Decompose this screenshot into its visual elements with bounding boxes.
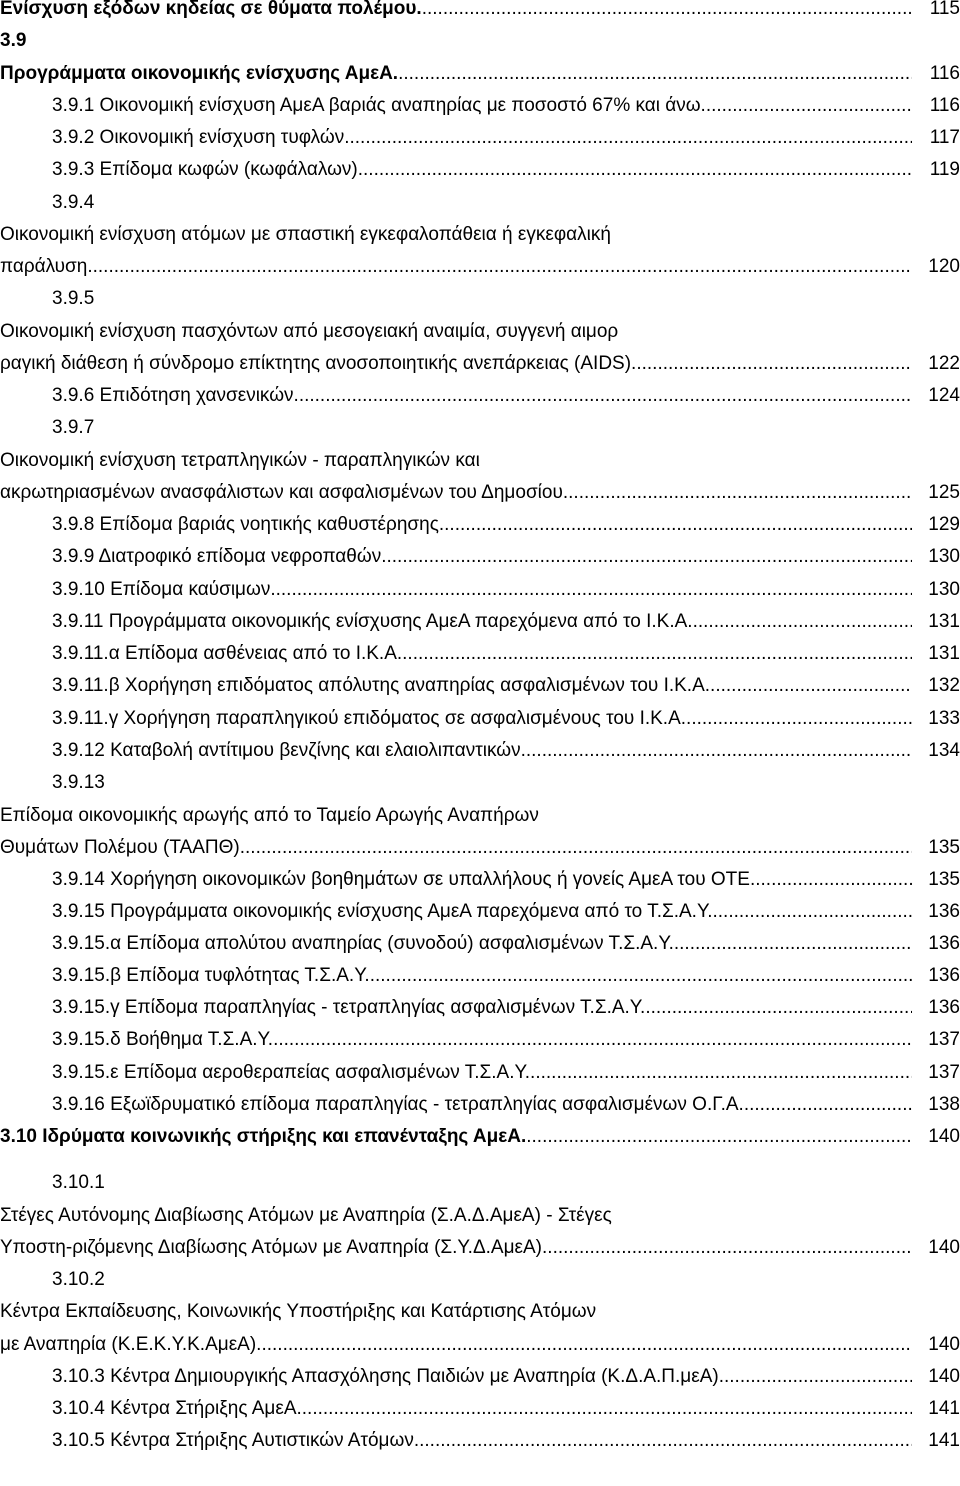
toc-page-number: 136: [928, 965, 960, 986]
dot-leader: [276, 575, 912, 605]
toc-entry-title[interactable]: 3.9.8 Επίδομα βαριάς νοητικής καθυστέρησης.: [52, 514, 445, 535]
toc-entry-title[interactable]: 3.9.11.β Χορήγηση επιδόματος απόλυτης αναπηρίας ασφαλισμένων του Ι.Κ.Α.: [52, 675, 711, 696]
toc-entry: [0, 381, 960, 411]
toc-page-number: 116: [929, 95, 960, 116]
toc-line: [0, 1201, 960, 1231]
toc-line: [0, 26, 960, 56]
toc-page-number: 136: [928, 997, 960, 1018]
toc-heading-text: 3.9.5: [52, 288, 95, 309]
toc-entry-title[interactable]: 3.9.2 Οικονομική ενίσχυση τυφλών.: [52, 127, 350, 148]
toc-entry: [0, 607, 960, 637]
toc-line: [0, 1265, 960, 1295]
toc-entry-title[interactable]: 3.9.12 Καταβολή αντίτιμου βενζίνης και ελαιολιπαντικών: [52, 740, 521, 761]
toc-entry-title[interactable]: 3.9.15 Προγράμματα οικονομικής ενίσχυσης ΑμεΑ παρεχόμενα από το Τ.Σ.Α.Υ.: [52, 901, 713, 922]
toc-page-number: 122: [928, 353, 960, 374]
toc-entry: [0, 252, 960, 282]
toc-entry-title[interactable]: Θυμάτων Πολέμου (ΤΑΑΠΘ): [0, 837, 240, 858]
toc-heading-text: 3.9.13: [52, 772, 105, 793]
toc-entry: [0, 1058, 960, 1088]
dot-leader: [240, 833, 912, 863]
toc-entry-title[interactable]: Προγράμματα οικονομικής ενίσχυσης ΑμεΑ.: [0, 63, 399, 84]
toc-heading-text: 3.9: [0, 30, 27, 51]
dot-leader: [674, 929, 912, 959]
toc-heading-text: 3.10.1: [52, 1172, 105, 1193]
dot-leader: [710, 671, 912, 701]
toc-entry-title[interactable]: 3.9.9 Διατροφικό επίδομα νεφροπαθών.: [52, 546, 387, 567]
toc-entry-title[interactable]: 3.9.15.ε Επίδομα αεροθεραπείας ασφαλισμένων Τ.Σ.Α.Υ.: [52, 1062, 531, 1083]
toc-heading-text: Οικονομική ενίσχυση πασχόντων από μεσογειακή αναιμία, συγγενή αιμορ: [0, 321, 619, 342]
toc-entry: [0, 123, 960, 153]
toc-heading-text: 3.10.2: [52, 1269, 105, 1290]
toc-entry: [0, 1362, 960, 1392]
toc-page-number: 130: [928, 546, 960, 567]
toc-entry: [0, 0, 960, 24]
toc-page-number: 140: [928, 1126, 960, 1147]
toc-entry-title[interactable]: 3.9.15.β Επίδομα τυφλότητας Τ.Σ.Α.Υ.: [52, 965, 370, 986]
toc-page-number: 141: [928, 1430, 960, 1451]
toc-page-number: 135: [928, 869, 960, 890]
toc-line: [0, 284, 960, 314]
dot-leader: [350, 123, 913, 153]
toc-entry: [0, 1122, 960, 1152]
toc-entry: [0, 59, 960, 89]
toc-page-number: 138: [928, 1094, 960, 1115]
toc-page-number: 119: [929, 159, 960, 180]
toc-entry-title[interactable]: 3.10 Ιδρύματα κοινωνικής στήριξης και επανένταξης ΑμεΑ.: [0, 1126, 527, 1147]
toc-page-number: 140: [928, 1366, 960, 1387]
toc-entry: [0, 704, 960, 734]
toc-entry-title[interactable]: 3.10.5 Κέντρα Στήριξης Αυτιστικών Ατόμων.: [52, 1430, 420, 1451]
toc-entry: [0, 1330, 960, 1360]
dot-leader: [444, 510, 912, 540]
toc-line: [0, 446, 960, 476]
dot-leader: [712, 897, 912, 927]
toc-entry: [0, 575, 960, 605]
dot-leader: [370, 961, 912, 991]
dot-leader: [521, 736, 912, 766]
dot-leader: [302, 1394, 912, 1424]
toc-page-number: 133: [928, 708, 960, 729]
toc-line: [0, 317, 960, 347]
toc-page-number: 120: [928, 256, 960, 277]
toc-entry-title[interactable]: 3.9.11 Προγράμματα οικονομικής ενίσχυσης ΑμεΑ παρεχόμενα από το Ι.Κ.Α.: [52, 611, 693, 632]
toc-heading-text: Επίδομα οικονομικής αρωγής από το Ταμείο Αρωγής Αναπήρων: [0, 805, 539, 826]
toc-page-number: 115: [929, 0, 960, 19]
toc-page-number: 131: [928, 611, 960, 632]
toc-page-number: 117: [929, 127, 960, 148]
toc-entry: [0, 510, 960, 540]
dot-leader: [386, 542, 912, 572]
toc-entry-title[interactable]: 3.9.11.γ Χορήγηση παραπληγικού επιδόματος σε ασφαλισμένους του Ι.Κ.Α.: [52, 708, 687, 729]
toc-entry-title[interactable]: Ενίσχυση εξόδων κηδείας σε θύματα πολέμου.: [0, 0, 422, 19]
toc-line: [0, 413, 960, 443]
dot-leader: [744, 1090, 912, 1120]
toc-entry-title[interactable]: Υποστη-ριζόμενης Διαβίωσης Ατόμων με Αναπηρία (Σ.Υ.Δ.ΑμεΑ): [0, 1237, 543, 1258]
dot-leader: [636, 349, 912, 379]
toc-entry-title[interactable]: 3.9.6 Επιδότηση χανσενικών.: [52, 385, 299, 406]
toc-entry-title[interactable]: 3.9.15.δ Βοήθημα Τ.Σ.Α.Υ.: [52, 1029, 274, 1050]
dot-leader: [686, 704, 912, 734]
dot-leader: [719, 1362, 912, 1392]
toc-entry: [0, 1025, 960, 1055]
toc-entry: [0, 349, 960, 379]
toc-entry: [0, 897, 960, 927]
dot-leader: [402, 639, 912, 669]
toc-page-number: 137: [928, 1062, 960, 1083]
toc-entry: [0, 833, 960, 863]
toc-page-number: 140: [928, 1237, 960, 1258]
toc-entry: [0, 671, 960, 701]
toc-entry-title[interactable]: 3.9.16 Εξωϊδρυματικό επίδομα παραπληγίας - τετραπληγίας ασφαλισμένων Ο.Γ.Α.: [52, 1094, 744, 1115]
toc-page-number: 137: [928, 1029, 960, 1050]
toc-entry-title[interactable]: 3.10.3 Κέντρα Δημιουργικής Απασχόλησης Παιδιών με Αναπηρία (Κ.Δ.Α.Π.μεΑ): [52, 1366, 719, 1387]
dot-leader: [398, 59, 912, 89]
toc-heading-text: 3.9.7: [52, 417, 95, 438]
toc-line: [0, 801, 960, 831]
dot-leader: [542, 1233, 912, 1263]
dot-leader: [755, 865, 912, 895]
toc-entry: [0, 1426, 960, 1456]
toc-entry: [0, 91, 960, 121]
toc-heading-text: Οικονομική ενίσχυση τετραπληγικών - παραπληγικών και: [0, 450, 480, 471]
toc-page-number: 124: [928, 385, 960, 406]
toc-page-number: 132: [928, 675, 960, 696]
toc-entry: [0, 639, 960, 669]
toc-page-number: 135: [928, 837, 960, 858]
toc-line: [0, 188, 960, 218]
toc-page-number: 125: [928, 482, 960, 503]
toc-entry: [0, 993, 960, 1023]
toc-page-number: 140: [928, 1334, 960, 1355]
toc-page-number: 141: [928, 1398, 960, 1419]
dot-leader: [693, 607, 912, 637]
dot-leader: [273, 1025, 912, 1055]
toc-entry-title[interactable]: 3.9.11.α Επίδομα ασθένειας από το Ι.Κ.Α.: [52, 643, 403, 664]
dot-leader: [261, 1330, 912, 1360]
toc-entry: [0, 929, 960, 959]
toc-page-number: 116: [929, 63, 960, 84]
toc-page-number: 136: [928, 933, 960, 954]
toc-heading-text: Στέγες Αυτόνομης Διαβίωσης Ατόμων με Αναπηρία (Σ.Α.Δ.ΑμεΑ) - Στέγες: [0, 1205, 612, 1226]
toc-heading-text: Κέντρα Εκπαίδευσης, Κοινωνικής Υποστήριξης και Κατάρτισης Ατόμων: [0, 1301, 597, 1322]
toc-page-number: 129: [928, 514, 960, 535]
dot-leader: [419, 1426, 912, 1456]
toc-line: [0, 768, 960, 798]
toc-entry-title[interactable]: 3.9.15.α Επίδομα απολύτου αναπηρίας (συνοδού) ασφαλισμένων Τ.Σ.Α.Υ.: [52, 933, 674, 954]
toc-entry-title[interactable]: με Αναπηρία (Κ.Ε.Κ.Υ.Κ.ΑμεΑ).: [0, 1334, 262, 1355]
toc-entry-title[interactable]: 3.10.4 Κέντρα Στήριξης ΑμεΑ.: [52, 1398, 302, 1419]
toc-line: [0, 1168, 960, 1198]
dot-leader: [363, 155, 912, 185]
dot-leader: [706, 91, 912, 121]
toc-entry-title[interactable]: ραγική διάθεση ή σύνδρομο επίκτητης ανοσοποιητικής ανεπάρκειας (AIDS).: [0, 353, 637, 374]
toc-line: [0, 1297, 960, 1327]
toc-line: [0, 220, 960, 250]
toc-page-number: 131: [928, 643, 960, 664]
toc-entry-title[interactable]: ακρωτηριασμένων ανασφάλιστων και ασφαλισμένων του Δημοσίου: [0, 482, 563, 503]
toc-entry: [0, 1233, 960, 1263]
toc-entry-title[interactable]: 3.9.15.γ Επίδομα παραπληγίας - τετραπληγίας ασφαλισμένων Τ.Σ.Α.Υ.: [52, 997, 646, 1018]
dot-leader: [563, 478, 912, 508]
toc-page-number: 130: [928, 579, 960, 600]
toc-entry-title[interactable]: 3.9.14 Χορήγηση οικονομικών βοηθημάτων σε υπαλλήλους ή γονείς ΑμεΑ του ΟΤΕ.: [52, 869, 756, 890]
toc-entry-title[interactable]: 3.9.10 Επίδομα καύσιμων.: [52, 579, 276, 600]
toc-entry: [0, 155, 960, 185]
dot-leader: [422, 0, 912, 24]
toc-entry-title[interactable]: 3.9.3 Επίδομα κωφών (κωφάλαλων).: [52, 159, 364, 180]
toc-entry: [0, 1394, 960, 1424]
toc-entry: [0, 865, 960, 895]
toc-entry-title[interactable]: 3.9.1 Οικονομική ενίσχυση ΑμεΑ βαριάς αναπηρίας με ποσοστό 67% και άνω.: [52, 95, 706, 116]
toc-entry: [0, 961, 960, 991]
dot-leader: [526, 1122, 912, 1152]
toc-heading-text: 3.9.4: [52, 192, 95, 213]
dot-leader: [645, 993, 912, 1023]
toc-entry: [0, 542, 960, 572]
toc-page-number: 136: [928, 901, 960, 922]
toc-heading-text: Οικονομική ενίσχυση ατόμων με σπαστική εγκεφαλοπάθεια ή εγκεφαλική: [0, 224, 611, 245]
toc-entry-title[interactable]: παράλυση.: [0, 256, 93, 277]
dot-leader: [530, 1058, 912, 1088]
dot-leader: [299, 381, 912, 411]
toc-entry: [0, 736, 960, 766]
toc-entry: [0, 1090, 960, 1120]
dot-leader: [93, 252, 912, 282]
toc-entry: [0, 478, 960, 508]
toc-page-number: 134: [928, 740, 960, 761]
